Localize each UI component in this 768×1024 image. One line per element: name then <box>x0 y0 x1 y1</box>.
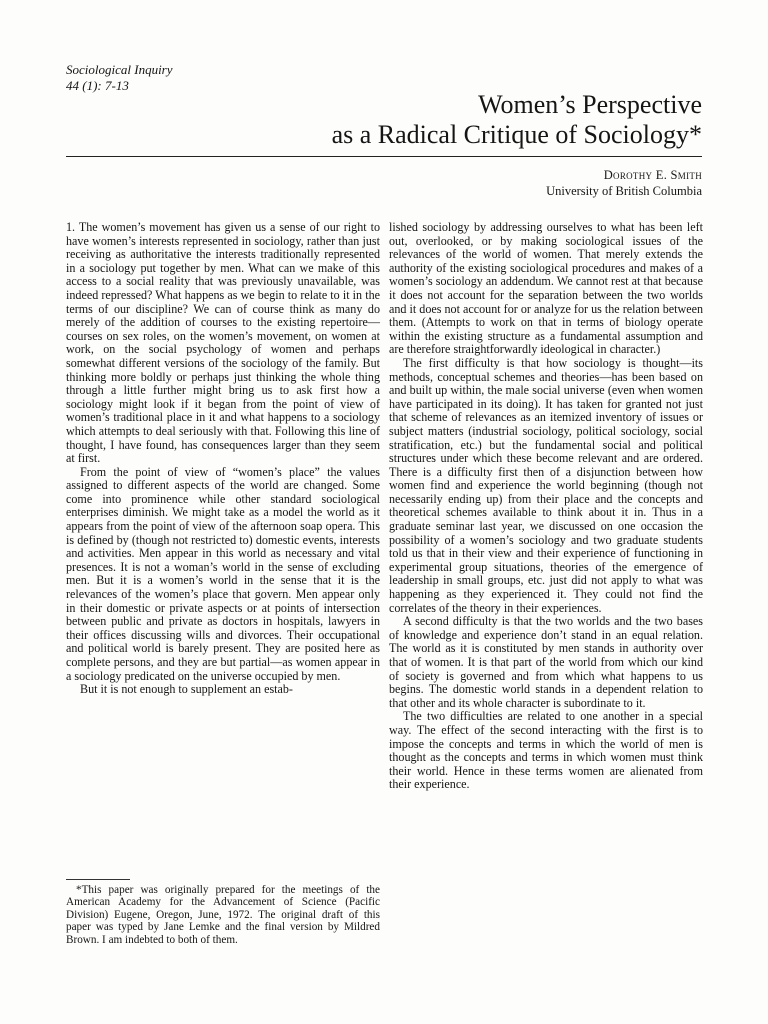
paragraph: A second difficulty is that the two worlds and the two bases of knowledge and experience don’t stand in an equal relation. The world as it is constituted by men stands in authority over that of women. It is that part of the world from which our kind of society is governed and from which what happens to us begins. The domestic world stands in a dependent relation to that other and its whole character is subordinate to it. <box>389 614 703 710</box>
title-divider <box>66 156 702 157</box>
journal-name: Sociological Inquiry <box>66 62 173 77</box>
paragraph: The two difficulties are related to one another in a special way. The effect of the second interacting with the first is to impose the concepts and terms in which the world of men is thought as the concepts and terms in which women must think their world. Hence in these terms women are alienated from their experience. <box>389 709 703 792</box>
paragraph: lished sociology by addressing ourselves to what has been left out, overlooked, or by making sociological issues of the relevances of the world of women. That merely extends the authority of the existing sociological procedures and makes of a women’s sociology an addendum. We cannot rest at that because it does not account for the separation between the two worlds and it does not account for or analyze for us the relation between them. (Attempts to work on that in terms of biology operate within the existing structure as a fundamental assumption and are therefore straightforwardly ideological in character.) <box>389 220 703 357</box>
paragraph: The first difficulty is that how sociology is thought—its methods, conceptual schemes and theories—has been based on and built up within, the male social universe (even when women have participated in its doing). It has taken for granted not just that scheme of relevances as an itemized inventory of issues or subject matters (industrial sociology, political sociology, social stratification, etc.) but the fundamental social and political structures under which these become relevant and are ordered. There is a difficulty first then of a disjunction between how women find and experience the world beginning (though not necessarily ending up) from their place and the concepts and theoretical schemes available to think about it in. Thus in a graduate seminar last year, we discussed on one occasion the possibility of a women’s sociology and two graduate students told us that in their view and their experience of functioning in experimental group situations, theories of the emergence of leadership in small groups, etc. just did not apply to what was happening as they experienced it. They could not find the correlates of the theory in their experiences. <box>389 355 703 615</box>
title-line-1: Women’s Perspective <box>478 90 702 119</box>
author-affiliation: University of British Columbia <box>546 184 702 198</box>
paragraph: But it is not enough to supplement an estab- <box>80 682 293 697</box>
footnote-divider <box>66 879 130 880</box>
journal-citation <box>66 62 173 94</box>
title-line-2: as a Radical Critique of Sociology* <box>331 120 702 149</box>
article-title <box>332 90 702 150</box>
author-block <box>546 167 702 199</box>
left-column <box>66 221 380 697</box>
paragraph: From the point of view of “women’s place” the values assigned to different aspects of the world are changed. Some come into prominence while other standard sociological enterprises diminish. We might take as a model the world as it appears from the point of view of the afternoon soap opera. This is defined by (though not restricted to) domestic events, interests and activities. Men appear in this world as necessary and vital presences. It is not a woman’s world in the sense of excluding men. But it is a women’s world in the sense that it is the relevances of the women’s place that govern. Men appear only in their domestic or private aspects or at points of intersection between public and private as doctors in hospitals, lawyers in their offices discussing wills and divorces. Their occupational and political world is barely present. They are posited here as complete persons, and they are but partial—as women appear in a sociology predicated on the universe occupied by men. <box>66 464 380 683</box>
right-column <box>389 221 703 792</box>
journal-issue: 44 (1): 7-13 <box>66 78 129 93</box>
footnote: *This paper was originally prepared for the meetings of the American Academy for the Advancement of Science (Pacific Division) Eugene, Oregon, June, 1972. The original draft of this paper was typed by Jane Lemke and the final version by Mildred Brown. I am indebted to both of them. <box>66 884 380 946</box>
paragraph: 1. The women’s movement has given us a sense of our right to have women’s interests represented in sociology, rather than just receiving as authoritative the interests traditionally represented in a sociology put together by men. What can we make of this access to a social reality that was previously unavailable, was indeed repressed? What happens as we begin to relate to it in the terms of our discipline? We can of course think as many do merely of the addition of courses to the existing repertoire—courses on sex roles, on the women’s movement, on women at work, on the social psychology of women and perhaps somewhat different versions of the sociology of the family. But thinking more boldly or perhaps just thinking the whole thing through a little further might bring us to ask first how a sociology might look if it began from the point of view of women’s traditional place in it and what happens to a sociology which attempts to deal seriously with that. Following this line of thought, I have found, has consequences larger than they seem at first. <box>66 220 380 466</box>
author-name: Dorothy E. Smith <box>603 168 702 182</box>
